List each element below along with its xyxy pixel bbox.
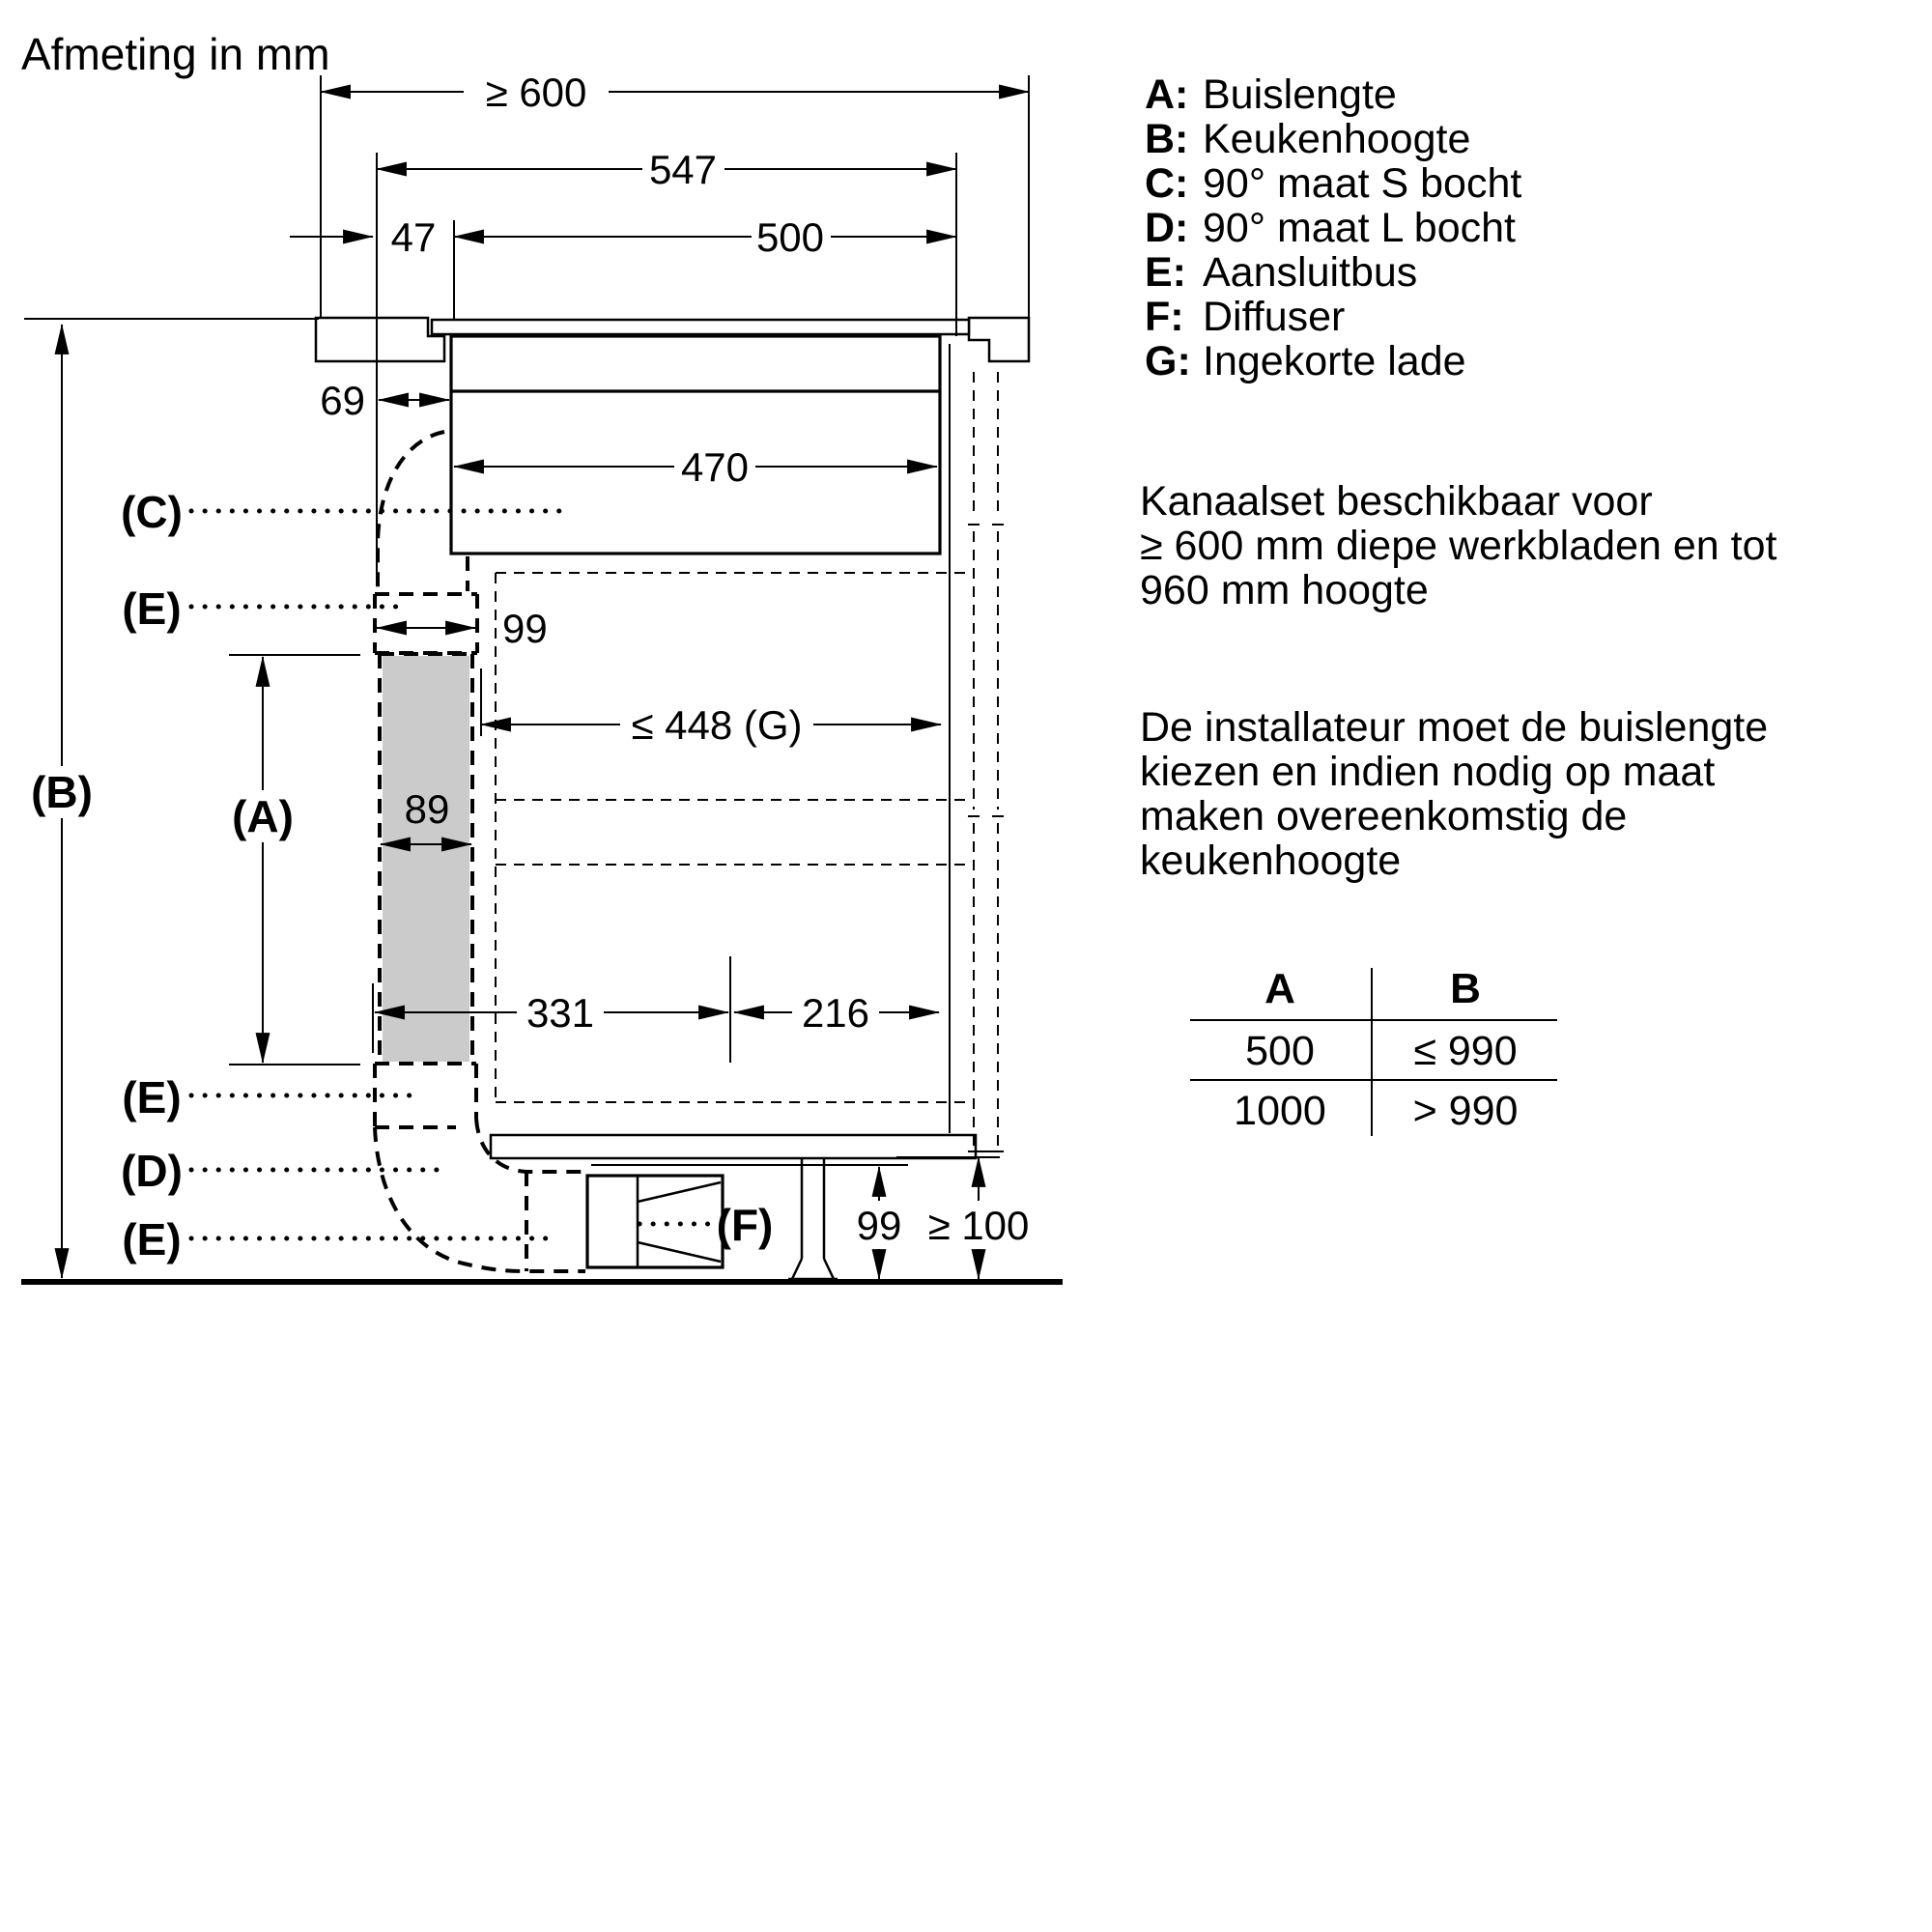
dim-label-69: 69 — [320, 378, 365, 423]
legend-key-c: C: — [1145, 160, 1189, 207]
legend-key-d: D: — [1145, 205, 1189, 251]
legend-desc-g: Ingekorte lade — [1203, 338, 1466, 384]
dim-label-216: 216 — [801, 990, 870, 1036]
part-label-f: (F) — [716, 1200, 774, 1250]
note-channel-line2: ≥ 600 mm diepe werkbladen en tot — [1140, 523, 1777, 569]
legend-key-g: G: — [1145, 338, 1191, 384]
dim-label-500: 500 — [755, 214, 825, 260]
part-label-d: (D) — [121, 1146, 183, 1196]
page-title: Afmeting in mm — [21, 29, 330, 79]
note-installer-line3: maken overeenkomstig de — [1140, 793, 1628, 839]
dim-label-89: 89 — [404, 786, 450, 832]
vertical-duct — [375, 654, 476, 1064]
part-label-c: (C) — [121, 487, 183, 537]
part-label-a: (A) — [232, 791, 294, 841]
table-cell-b1: ≤ 990 — [1413, 1028, 1518, 1074]
note-installer-line2: kiezen en indien nodig op maat — [1140, 749, 1716, 795]
dim-label-331: 331 — [526, 990, 595, 1036]
dim-label-547: 547 — [648, 147, 718, 192]
dim-label-600: ≥ 600 — [485, 70, 587, 115]
note-channel-line3: 960 mm hoogte — [1140, 567, 1429, 613]
dim-label-47: 47 — [390, 214, 437, 260]
hob-unit — [432, 320, 969, 554]
note-channel-line1: Kanaalset beschikbaar voor — [1140, 478, 1653, 525]
part-label-b: (B) — [31, 767, 93, 817]
hob-top-plate — [432, 320, 969, 334]
table-header-b: B — [1450, 965, 1481, 1012]
part-label-e3: (E) — [122, 1214, 182, 1264]
legend-key-e: E: — [1145, 249, 1186, 296]
legend-key-a: A: — [1145, 71, 1189, 118]
legend-desc-b: Keukenhoogte — [1203, 116, 1471, 162]
legend-desc-e: Aansluitbus — [1203, 249, 1418, 296]
dim-label-448: ≤ 448 (G) — [631, 702, 803, 748]
diffuser — [587, 1176, 723, 1267]
part-label-e1: (E) — [122, 583, 182, 634]
legend-desc-c: 90° maat S bocht — [1203, 160, 1522, 207]
duct-fill — [383, 656, 469, 1062]
dim-label-470: 470 — [680, 444, 750, 490]
legend-key-b: B: — [1145, 116, 1189, 162]
legend-key-f: F: — [1145, 294, 1184, 340]
part-label-e2: (E) — [122, 1072, 182, 1122]
dim-label-99-bottom: 99 — [856, 1203, 902, 1248]
note-installer-line4: keukenhoogte — [1140, 838, 1402, 884]
dim-label-100: ≥ 100 — [927, 1203, 1030, 1248]
note-installer-line1: De installateur moet de buislengte — [1140, 704, 1769, 751]
table-cell-b2: > 990 — [1412, 1088, 1519, 1134]
legend-desc-a: Buislengte — [1203, 71, 1397, 118]
table-cell-a2: 1000 — [1234, 1088, 1326, 1134]
table-cell-a1: 500 — [1245, 1028, 1315, 1074]
dim-label-99-top: 99 — [502, 606, 548, 651]
legend-desc-f: Diffuser — [1203, 294, 1346, 340]
legend-desc-d: 90° maat L bocht — [1203, 205, 1516, 251]
table-header-a: A — [1264, 965, 1295, 1012]
